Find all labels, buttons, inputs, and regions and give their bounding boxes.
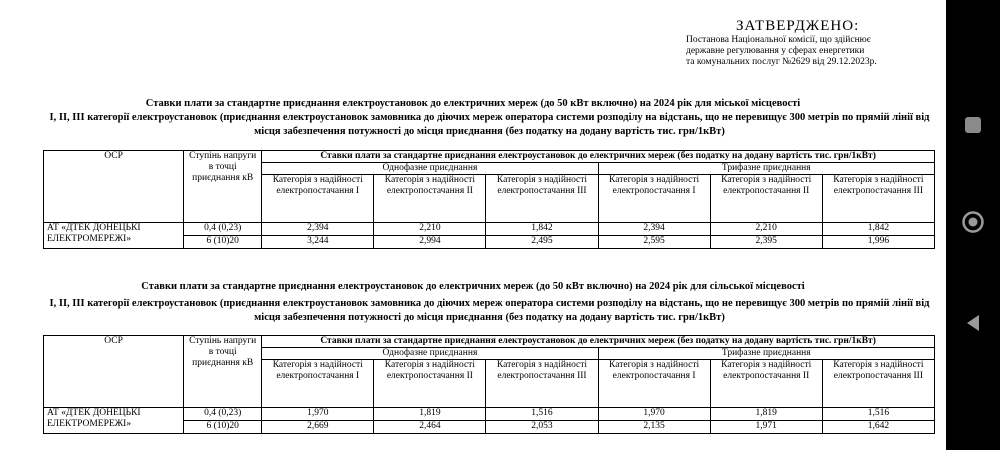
rate-cell: 2,669: [262, 421, 374, 434]
header-voltage: Ступінь напруги в точці приєднання кВ: [184, 151, 262, 223]
approval-title: ЗАТВЕРДЖЕНО:: [736, 18, 860, 34]
approval-line: державне регулювання у сферах енергетики: [686, 46, 865, 56]
header-category: Категорія з надійності електропостачання II: [374, 175, 486, 223]
rate-cell: 1,516: [822, 408, 934, 421]
rate-cell: 1,642: [822, 421, 934, 434]
rate-cell: 2,595: [598, 236, 710, 249]
header-osr: ОСР: [44, 151, 184, 223]
header-category: Категорія з надійності електропостачання III: [486, 360, 598, 408]
rate-cell: 2,464: [374, 421, 486, 434]
urban-heading: [0, 97, 946, 139]
voltage-cell: 6 (10)20: [184, 236, 262, 249]
rate-cell: 2,394: [598, 223, 710, 236]
voltage-cell: 0,4 (0,23): [184, 408, 262, 421]
header-category: Категорія з надійності електропостачання II: [710, 360, 822, 408]
rate-cell: 2,395: [710, 236, 822, 249]
approval-note: [686, 35, 896, 68]
urban-rates-table: [43, 150, 935, 249]
rural-rates-table: [43, 335, 935, 434]
approval-stamp: [686, 18, 896, 68]
header-category: Категорія з надійності електропостачання I: [598, 360, 710, 408]
approval-line: Постанова Національної комісії, що здійснює: [686, 35, 871, 45]
rural-heading-subtitle: I, II, III категорії електроустановок (приєднання електроустановок замовника до діючих мереж оператора системи розподілу на відстань, що не перевищує 300 метрів по прямій лінії від місця забезпечення потужності до місця приєднання (без податку на додану вартість тис. грн/1кВт): [49, 298, 930, 323]
home-button[interactable]: [961, 210, 985, 234]
recent-apps-button[interactable]: [963, 115, 983, 135]
header-voltage: Ступінь напруги в точці приєднання кВ: [184, 336, 262, 408]
rate-cell: 2,210: [710, 223, 822, 236]
org-name: АТ «ДТЕК ДОНЕЦЬКІ ЕЛЕКТРОМЕРЕЖІ»: [44, 223, 184, 249]
rate-cell: 1,819: [374, 408, 486, 421]
rate-cell: 2,210: [374, 223, 486, 236]
approval-line: та комунальних послуг №2629 від 29.12.2023р.: [686, 57, 877, 67]
home-circle-icon: [961, 210, 985, 234]
header-category: Категорія з надійності електропостачання I: [262, 360, 374, 408]
header-category: Категорія з надійності електропостачання I: [598, 175, 710, 223]
header-category: Категорія з надійності електропостачання I: [262, 175, 374, 223]
voltage-cell: 0,4 (0,23): [184, 223, 262, 236]
rate-cell: 1,516: [486, 408, 598, 421]
back-button[interactable]: [963, 313, 983, 333]
rate-cell: 3,244: [262, 236, 374, 249]
voltage-cell: 6 (10)20: [184, 421, 262, 434]
header-category: Категорія з надійності електропостачання II: [374, 360, 486, 408]
table-row: [44, 223, 935, 236]
header-single-phase: Однофазне приєднання: [262, 163, 598, 175]
urban-heading-subtitle: I, II, III категорії електроустановок (приєднання електроустановок замовника до діючих мереж оператора системи розподілу на відстань, що не перевищує 300 метрів по прямій лінії від місця забезпечення потужності до місця приєднання (без податку на додану вартість тис. грн/1кВт): [49, 112, 930, 137]
rate-cell: 1,819: [710, 408, 822, 421]
table-row: [44, 408, 935, 421]
header-category: Категорія з надійності електропостачання III: [486, 175, 598, 223]
rate-cell: 1,996: [822, 236, 934, 249]
rate-cell: 1,842: [822, 223, 934, 236]
rate-cell: 2,394: [262, 223, 374, 236]
urban-heading-title: Ставки плати за стандартне приєднання електроустановок до електричних мереж (до 50 кВт включно) на 2024 рік для міської місцевості: [145, 98, 801, 109]
org-name: АТ «ДТЕК ДОНЕЦЬКІ ЕЛЕКТРОМЕРЕЖІ»: [44, 408, 184, 434]
rate-cell: 1,970: [598, 408, 710, 421]
rate-cell: 2,495: [486, 236, 598, 249]
header-three-phase: Трифазне приєднання: [598, 163, 934, 175]
rural-heading: [0, 280, 946, 325]
rate-cell: 1,842: [486, 223, 598, 236]
header-osr: ОСР: [44, 336, 184, 408]
header-category: Категорія з надійності електропостачання III: [822, 175, 934, 223]
header-category: Категорія з надійності електропостачання II: [710, 175, 822, 223]
header-three-phase: Трифазне приєднання: [598, 348, 934, 360]
header-rates: Ставки плати за стандартне приєднання електроустановок до електричних мереж (без податку на додану вартість тис. грн/1кВт): [262, 151, 935, 163]
header-single-phase: Однофазне приєднання: [262, 348, 598, 360]
rate-cell: 1,970: [262, 408, 374, 421]
rate-cell: 1,971: [710, 421, 822, 434]
rate-cell: 2,135: [598, 421, 710, 434]
rate-cell: 2,994: [374, 236, 486, 249]
header-rates: Ставки плати за стандартне приєднання електроустановок до електричних мереж (без податку на додану вартість тис. грн/1кВт): [262, 336, 935, 348]
back-triangle-icon: [964, 313, 982, 333]
header-category: Категорія з надійності електропостачання III: [822, 360, 934, 408]
square-icon: [965, 117, 981, 133]
rate-cell: 2,053: [486, 421, 598, 434]
rural-heading-title: Ставки плати за стандартне приєднання електроустановок до електричних мереж (до 50 кВт включно) на 2024 рік для сільської місцевості: [141, 281, 805, 292]
